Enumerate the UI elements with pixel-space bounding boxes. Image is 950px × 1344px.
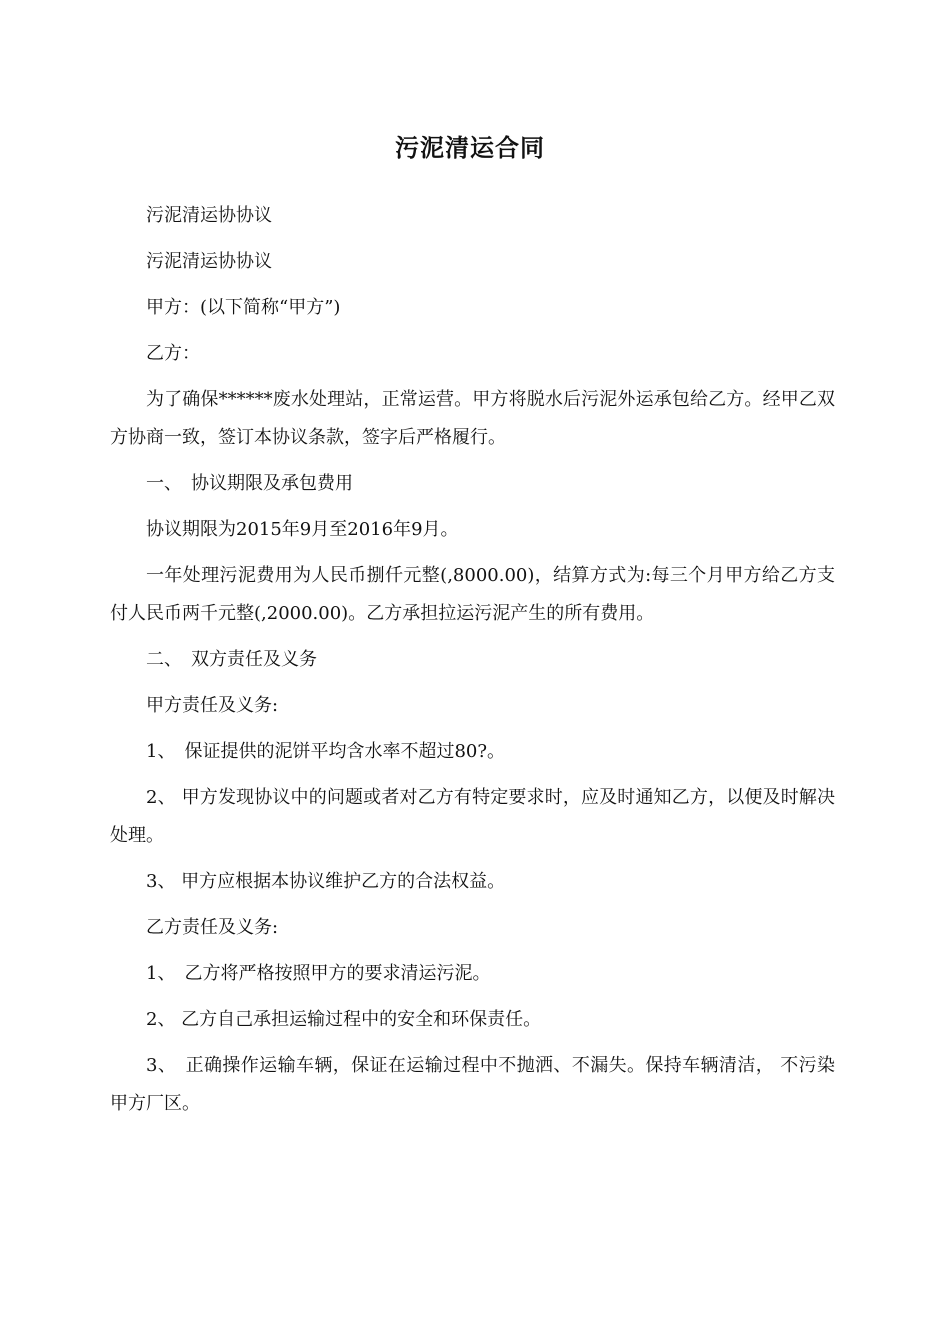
party-b-duty-1: 1、 乙方将严格按照甲方的要求清运污泥。 <box>146 963 491 984</box>
subtitle-line-1: 污泥清运协协议 <box>146 205 272 226</box>
party-b-line: 乙方： <box>146 343 200 364</box>
section-1-heading: 一、 协议期限及承包费用 <box>146 473 353 494</box>
document-title: 污泥清运合同 <box>395 134 545 162</box>
document-body <box>110 197 835 1131</box>
party-a-line: 甲方：(以下简称“甲方”) <box>146 297 341 318</box>
party-b-duties-heading: 乙方责任及义务: <box>146 917 279 938</box>
preamble-paragraph: 为了确保******废水处理站，正常运营。甲方将脱水后污泥外运承包给乙方。经甲乙双方协商一致，签订本协议条款，签字后严格履行。 <box>110 389 835 448</box>
party-a-duty-2: 2、 甲方发现协议中的问题或者对乙方有特定要求时，应及时通知乙方，以便及时解决处理。 <box>110 787 835 846</box>
party-b-duty-3: 3、 正确操作运输车辆，保证在运输过程中不抛洒、不漏失。保持车辆清洁， 不污染甲方厂区。 <box>110 1055 835 1114</box>
subtitle-line-2: 污泥清运协协议 <box>146 251 272 272</box>
party-a-duties-heading: 甲方责任及义务: <box>146 695 279 716</box>
term-paragraph: 协议期限为2015年9月至2016年9月。 <box>146 519 459 540</box>
party-b-duty-2: 2、 乙方自己承担运输过程中的安全和环保责任。 <box>146 1009 542 1030</box>
party-a-duty-3: 3、 甲方应根据本协议维护乙方的合法权益。 <box>146 871 506 892</box>
section-2-heading: 二、 双方责任及义务 <box>146 649 317 670</box>
party-a-duty-1: 1、 保证提供的泥饼平均含水率不超过80?。 <box>146 741 506 762</box>
fee-paragraph: 一年处理污泥费用为人民币捌仟元整(,8000.00)，结算方式为:每三个月甲方给乙方支付人民币两千元整(,2000.00)。乙方承担拉运污泥产生的所有费用。 <box>110 565 835 624</box>
